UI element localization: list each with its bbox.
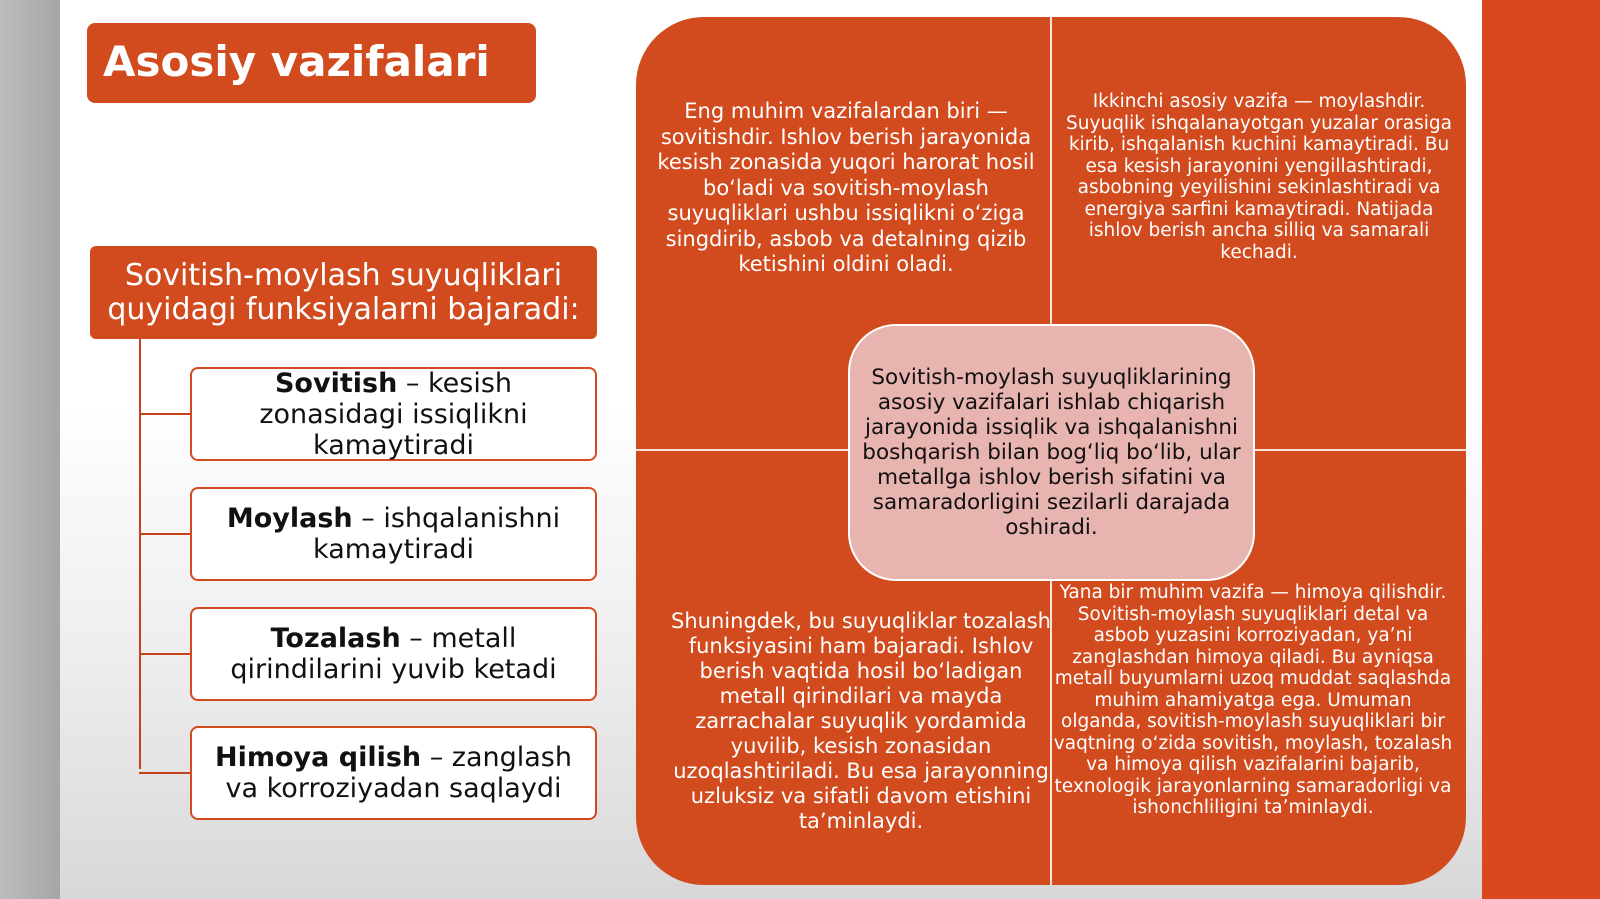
subtitle-text: Sovitish-moylash suyuqliklari quyidagi funksiyalarni bajaradi: <box>107 257 580 327</box>
right-edge-band <box>1482 0 1600 899</box>
function-term: Moylash <box>226 503 353 534</box>
center-summary-box <box>848 324 1255 581</box>
function-term: Sovitish <box>274 367 398 399</box>
function-term: Himoya qilish <box>214 742 422 773</box>
quadrant-bottom-right-text: Yana bir muhim vazifa — himoya qilishdir. Sovitish-moylash suyuqliklari detal va asbob yuzasini korroziyadan, yaʼni zanglashdan himoya qiladi. Bu ayniqsa metall buyumlarni uzoq muddat saqlashda muhim ahamiyatga ega. Umuman olganda, sovitish-moylash suyuqliklari bir vaqtning oʻzida sovitish, moylash, tozalash va himoya qilish vazifalarini bajarib, texnologik jarayonlarning samaradorligi va ishonchliligini taʼminlaydi. <box>1053 582 1453 818</box>
quadrant-top-left-text: Eng muhim vazifalardan biri — sovitishdir. Ishlov berish jarayonida kesish zonasida yuqori harorat hosil boʻladi va sovitish-moylash suyuqliklari ushbu issiqlikni oʻziga singdirib, asbob va detalning qizib ketishini oldini oladi. <box>657 99 1035 276</box>
function-term: Tozalash <box>270 623 401 654</box>
function-desc: – ishqalanishni kamaytiradi <box>313 503 561 565</box>
tree-connector-2 <box>139 533 191 535</box>
function-text <box>202 742 585 804</box>
function-desc: – metall qirindilarini yuvib ketadi <box>230 623 557 685</box>
left-edge-band <box>0 0 60 899</box>
function-text <box>202 503 585 565</box>
tree-connector-1 <box>139 413 191 415</box>
quadrant-bottom-left-text: Shuningdek, bu suyuqliklar tozalash funksiyasini ham bajaradi. Ishlov berish vaqtida hosil boʻladigan metall qirindilari va mayda zarrachalar suyuqlik yordamida yuvilib, kesish zonasidan uzoqlashtiriladi. Bu esa jarayonning uzluksiz va sifatli davom etishini taʼminlaydi. <box>671 609 1051 833</box>
function-box-lubrication <box>190 487 597 581</box>
title-banner <box>87 23 536 103</box>
function-desc: – zanglash va korroziyadan saqlaydi <box>225 742 572 804</box>
quadrant-top-right-text: Ikkinchi asosiy vazifa — moylashdir. Suyuqlik ishqalanayotgan yuzalar orasiga kirib, ishqalanish kuchini kamaytiradi. Bu esa kesish jarayonini yengillashtiradi, asbobning yeyilishini sekinlashtiradi va energiya sarfini kamaytiradi. Natijada ishlov berish ancha silliq va samarali kechadi. <box>1066 91 1452 263</box>
function-box-protection <box>190 726 597 820</box>
tree-connector-4 <box>139 772 191 774</box>
function-box-cleaning <box>190 607 597 701</box>
page-title: Asosiy vazifalari <box>103 37 490 86</box>
tree-connector-3 <box>139 653 191 655</box>
center-summary-text: Sovitish-moylash suyuqliklarining asosiy vazifalari ishlab chiqarish jarayonida issiqlik va ishqalanishni boshqarish bilan bogʻliq boʻlib, ular metallga ishlov berish sifatini va samaradorligini sezilarli darajada oshiradi. <box>862 365 1241 540</box>
function-text <box>202 368 585 461</box>
function-box-cooling <box>190 367 597 461</box>
subtitle-banner <box>90 246 597 339</box>
function-text <box>202 623 585 685</box>
tree-connector-vertical <box>139 339 141 769</box>
function-desc: – kesish zonasidagi issiqlikni kamaytiradi <box>259 367 528 461</box>
